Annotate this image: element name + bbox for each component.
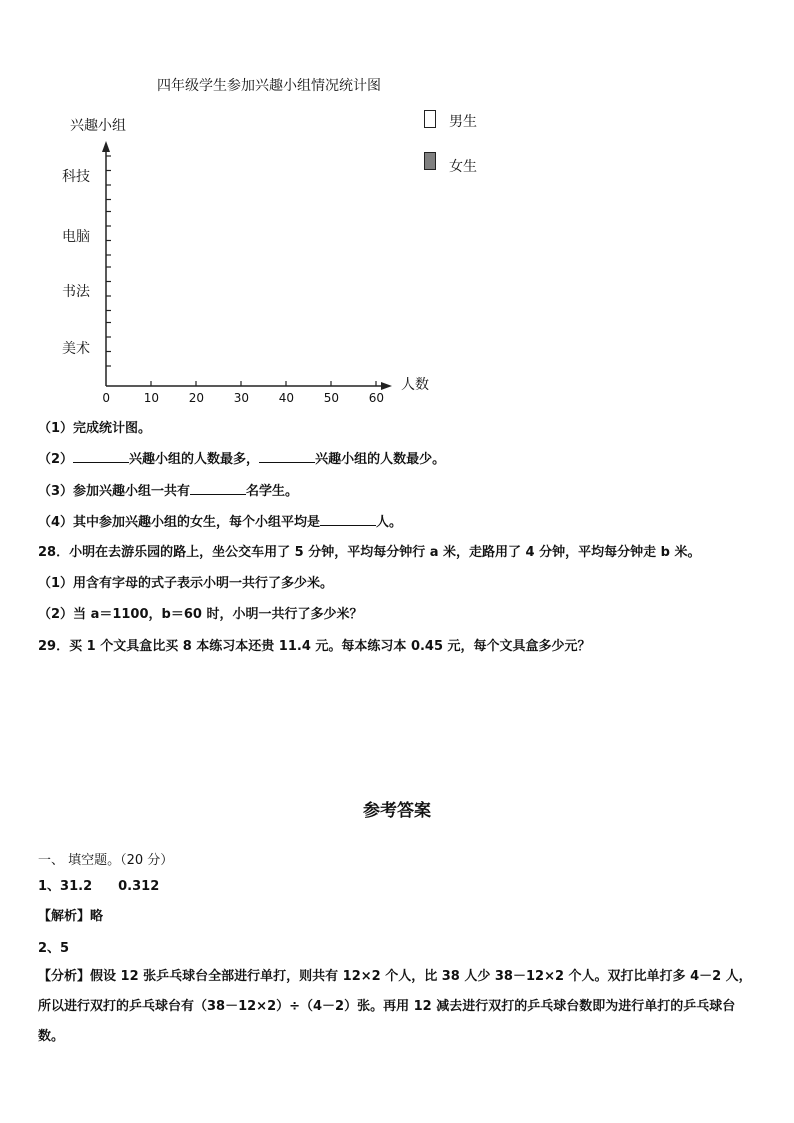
x-tick-label: 60 [368, 391, 385, 405]
question-2: （2） 兴趣小组的人数最多， 兴趣小组的人数最少。 [38, 452, 446, 467]
y-axis-arrow [102, 141, 110, 152]
x-tick-label: 0 [102, 391, 111, 405]
answer-1-note: 【解析】略 [38, 909, 104, 924]
question-4: （4）其中参加兴趣小组的女生，每个小组平均是 人。 [38, 515, 403, 530]
legend-label-girls: 女生 [449, 159, 477, 175]
question-3: （3）参加兴趣小组一共有 名学生。 [38, 484, 299, 499]
answer-blank[interactable] [320, 513, 376, 526]
x-tick-label: 40 [278, 391, 295, 405]
x-tick-label: 10 [143, 391, 160, 405]
answer-blank[interactable] [73, 450, 129, 463]
section-title: 一、 填空题。（20 分） [38, 853, 174, 868]
question-28: 28．小明在去游乐园的路上，坐公交车用了 5 分钟，平均每分钟行 a 米，走路用了 4 分钟，平均每分钟走 b 米。 [38, 545, 701, 560]
question-28-part-2: （2）当 a＝1100，b＝60 时，小明一共行了多少米？ [38, 607, 363, 622]
category-label: 书法 [62, 284, 90, 300]
category-label: 美术 [62, 341, 90, 357]
chart-axes [0, 0, 794, 420]
category-label: 电脑 [62, 229, 90, 245]
x-axis-title: 人数 [401, 377, 429, 393]
answers-heading: 参考答案 [363, 801, 431, 821]
answer-blank[interactable] [259, 450, 315, 463]
y-axis-title: 兴趣小组 [70, 118, 126, 134]
question-1: （1）完成统计图。 [38, 421, 152, 436]
answer-2: 2、5 [38, 941, 70, 956]
x-tick-label: 50 [323, 391, 340, 405]
legend-label-boys: 男生 [449, 114, 477, 130]
x-axis-arrow [381, 382, 392, 390]
answer-2-analysis: 【分析】假设 12 张乒乓球台全部进行单打，则共有 12×2 个人，比 38 人少 38－12×2 个人。双打比单打多 4－2 人，所以进行双打的乒乓球台有（38－12×2）÷（4－2）张。再用 12 减去进行双打的乒乓球台数即为进行单打的乒乓球台数。 [38, 969, 752, 1044]
chart-title: 四年级学生参加兴趣小组情况统计图 [157, 78, 381, 94]
answer-1: 1、31.2 0.312 [38, 879, 160, 894]
question-29: 29．买 1 个文具盒比买 8 本练习本还贵 11.4 元。每本练习本 0.45 元，每个文具盒多少元？ [38, 639, 591, 654]
question-28-part-1: （1）用含有字母的式子表示小明一共行了多少米。 [38, 576, 334, 591]
answer-blank[interactable] [190, 482, 246, 495]
category-label: 科技 [62, 169, 90, 185]
x-tick-label: 30 [233, 391, 250, 405]
x-tick-label: 20 [188, 391, 205, 405]
